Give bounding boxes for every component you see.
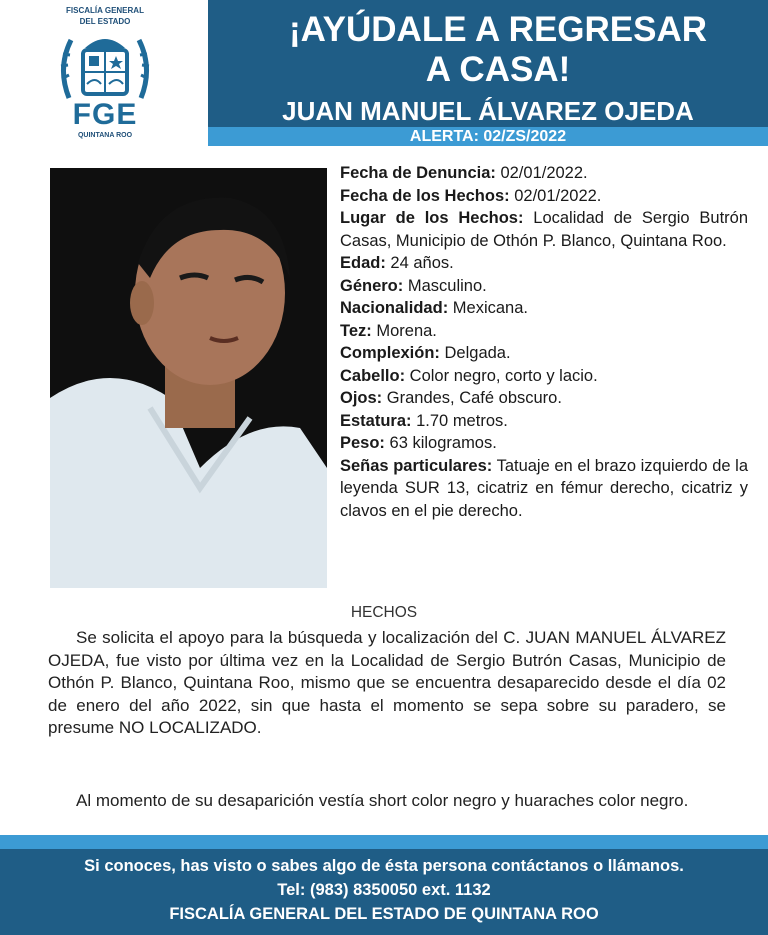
detail-value: Tatuaje en el brazo izquierdo de la leyenda SUR 13, cicatriz en fémur derecho, cicatriz y clavos en el pie derecho. <box>340 456 748 520</box>
person-details <box>340 162 748 522</box>
detail-value: Mexicana. <box>448 299 528 317</box>
detail-value: Color negro, corto y lacio. <box>405 366 598 385</box>
hechos-paragraph-1 <box>48 627 726 740</box>
alert-code: ALERTA: 02/ZS/2022 <box>208 127 768 146</box>
detail-cabello <box>340 365 748 388</box>
detail-value: Grandes, Café obscuro. <box>382 389 562 407</box>
detail-label: Fecha de Denuncia: <box>340 164 496 182</box>
detail-label: Nacionalidad: <box>340 299 449 317</box>
detail-label: Género: <box>340 276 404 295</box>
logo-state: QUINTANA ROO <box>77 132 133 139</box>
missing-person-photo <box>50 168 327 588</box>
footer-call-to-action: Si conoces, has visto o sabes algo de ésta persona contáctanos o llámanos. <box>84 857 684 875</box>
logo-acronym: FGE <box>72 98 138 131</box>
contact-footer <box>0 849 768 935</box>
person-photo-icon <box>50 168 327 588</box>
detail-value: 1.70 metros. <box>411 411 508 430</box>
detail-fecha-hechos <box>340 185 748 208</box>
detail-complexion <box>340 342 748 365</box>
detail-value: 02/01/2022. <box>509 186 602 205</box>
detail-fecha-denuncia <box>340 162 748 185</box>
hechos-text-2: Al momento de su desaparición vestía short color negro y huaraches color negro. <box>76 791 689 810</box>
detail-edad <box>340 252 748 275</box>
detail-label: Cabello: <box>340 366 406 385</box>
headline-line1: ¡AYÚDALE A REGRESAR <box>288 10 708 49</box>
detail-value: 24 años. <box>385 254 454 272</box>
headline-line2: A CASA! <box>425 50 571 89</box>
detail-estatura <box>340 410 748 433</box>
detail-value: Delgada. <box>439 344 511 362</box>
footer-accent-strip <box>0 835 768 849</box>
headline-banner <box>208 0 768 134</box>
detail-senas <box>340 455 748 523</box>
hechos-text-1: Se solicita el apoyo para la búsqueda y localización del C. JUAN MANUEL ÁLVAREZ OJEDA, fue visto por última vez en la Localidad de Sergio Butrón Casas, Municipio de Othón P. Blanco, Quintana Roo, mismo que se encuentra desaparecido desde el día 02 de enero del año 2022, sin que hasta el momento se sepa sobre su paradero, se presume NO LOCALIZADO. <box>48 628 726 737</box>
footer-phone: Tel: (983) 8350050 ext. 1132 <box>277 881 491 899</box>
detail-nacionalidad <box>340 297 748 320</box>
detail-genero <box>340 275 748 298</box>
logo-org-line2: DEL ESTADO <box>79 17 131 26</box>
detail-tez <box>340 320 748 343</box>
detail-label: Señas particulares: <box>340 456 493 475</box>
detail-label: Fecha de los Hechos: <box>340 186 510 205</box>
fge-logo <box>40 4 170 149</box>
detail-label: Estatura: <box>340 411 412 430</box>
detail-value: Morena. <box>371 321 437 340</box>
detail-value: Localidad de Sergio Butrón Casas, Municipio de Othón P. Blanco, Quintana Roo. <box>340 209 749 250</box>
detail-label: Peso: <box>340 434 385 452</box>
detail-lugar-hechos <box>340 207 748 252</box>
detail-label: Lugar de los Hechos: <box>340 209 524 227</box>
detail-label: Ojos: <box>340 389 383 407</box>
detail-value: 02/01/2022. <box>495 164 588 182</box>
detail-value: Masculino. <box>403 276 487 295</box>
missing-person-name: JUAN MANUEL ÁLVAREZ OJEDA <box>282 96 694 126</box>
coat-of-arms-icon <box>55 28 155 104</box>
detail-ojos <box>340 387 748 410</box>
detail-label: Tez: <box>340 321 372 340</box>
detail-peso <box>340 432 748 455</box>
detail-label: Edad: <box>340 254 386 272</box>
hechos-title: HECHOS <box>350 604 418 621</box>
detail-label: Complexión: <box>340 344 440 362</box>
logo-org-line1: FISCALÍA GENERAL <box>66 6 144 15</box>
detail-value: 63 kilogramos. <box>384 434 497 452</box>
hechos-paragraph-2 <box>48 790 726 813</box>
footer-agency: FISCALÍA GENERAL DEL ESTADO DE QUINTANA ROO <box>169 905 599 923</box>
